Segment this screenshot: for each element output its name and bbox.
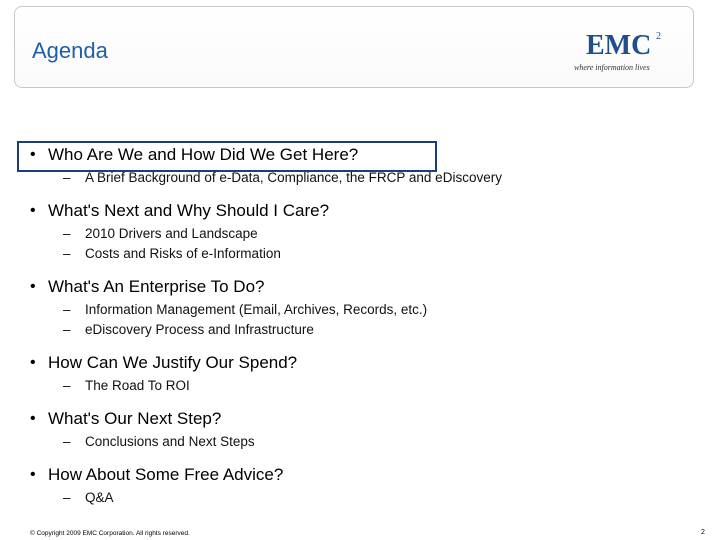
agenda-item-label: Who Are We and How Did We Get Here? <box>48 145 359 164</box>
bullet-icon: • <box>30 466 36 483</box>
agenda-item-label: How About Some Free Advice? <box>48 465 284 484</box>
bullet-icon: • <box>30 410 36 427</box>
bullet-icon: • <box>30 278 36 295</box>
bullet-icon: • <box>30 146 36 163</box>
dash-icon: – <box>63 246 71 261</box>
agenda-item <box>30 462 700 508</box>
dash-icon: – <box>63 434 71 449</box>
agenda-subitem-label: Conclusions and Next Steps <box>85 434 255 449</box>
logo-tagline: where information lives <box>574 63 650 72</box>
agenda-item-label: What's Next and Why Should I Care? <box>48 201 330 220</box>
agenda-item-label: What's Our Next Step? <box>48 409 222 428</box>
page-number: 2 <box>701 529 705 536</box>
dash-icon: – <box>63 322 71 337</box>
agenda-subitem-label: A Brief Background of e-Data, Compliance, the FRCP and eDiscovery <box>85 170 502 185</box>
bullet-icon: • <box>30 202 36 219</box>
agenda-item-label: What's An Enterprise To Do? <box>48 277 265 296</box>
dash-icon: – <box>63 378 71 393</box>
agenda-subitem-label: Information Management (Email, Archives, Records, etc.) <box>85 302 428 317</box>
agenda-subitem-label: 2010 Drivers and Landscape <box>85 226 258 241</box>
bullet-icon: • <box>30 354 36 371</box>
agenda-subitem-label: The Road To ROI <box>85 378 190 393</box>
slide-title: Agenda <box>32 38 108 63</box>
dash-icon: – <box>63 302 71 317</box>
agenda-item-label: How Can We Justify Our Spend? <box>48 353 298 372</box>
copyright-footer: © Copyright 2009 EMC Corporation. All rights reserved. <box>30 530 190 537</box>
dash-icon: – <box>63 490 71 505</box>
logo-superscript: 2 <box>656 31 661 42</box>
agenda-list <box>30 142 700 518</box>
logo-mark: EMC <box>586 30 652 61</box>
emc-logo <box>570 30 670 74</box>
agenda-item <box>30 274 700 340</box>
agenda-subitem-label: eDiscovery Process and Infrastructure <box>85 322 314 337</box>
agenda-item <box>30 406 700 452</box>
dash-icon: – <box>63 226 71 241</box>
agenda-subitem-label: Q&A <box>85 490 114 505</box>
agenda-item <box>30 142 700 188</box>
dash-icon: – <box>63 170 71 185</box>
agenda-item <box>30 350 700 396</box>
agenda-subitem-label: Costs and Risks of e-Information <box>85 246 281 261</box>
agenda-item <box>30 198 700 264</box>
